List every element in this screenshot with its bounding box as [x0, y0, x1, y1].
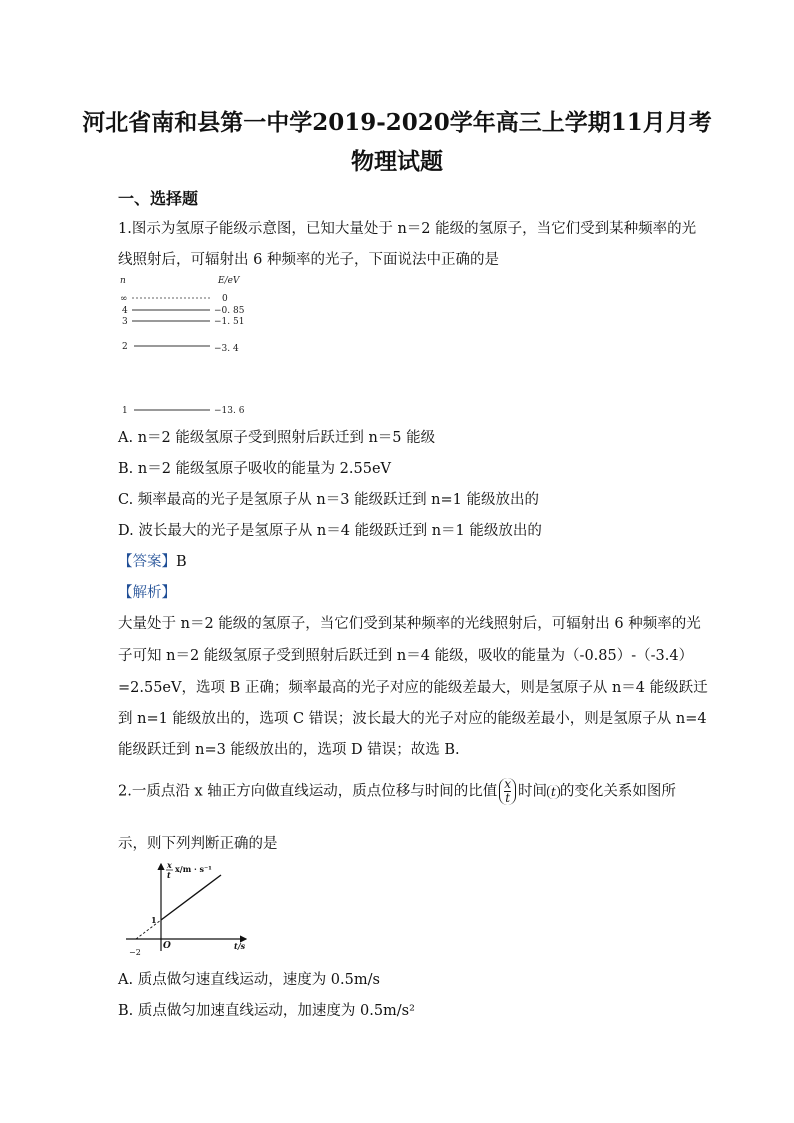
e-header: E/eV: [218, 276, 240, 286]
analysis-line-3: =2.55eV，选项 B 正确；频率最高的光子对应的能级差最大，则是氢原子从 n＝4 能级跃迁: [118, 680, 708, 696]
y-axis-label: x/m · s⁻¹: [175, 864, 212, 874]
q1-option-a: A. n＝2 能级氢原子受到照射后跃迁到 n＝5 能级: [118, 430, 436, 446]
q1-stem-line1: 1.图示为氢原子能级示意图，已知大量处于 n＝2 能级的氢原子，当它们受到某种频率的光: [118, 221, 697, 237]
y-label-num: x: [167, 860, 172, 870]
t-axis-label: t/s: [234, 941, 246, 951]
analysis-tag: 【解析】: [118, 585, 176, 601]
q1-option-b: B. n＝2 能级氢原子吸收的能量为 2.55eV: [118, 461, 391, 477]
frac-denominator: t: [505, 791, 511, 805]
level-n-2: 2: [122, 342, 128, 352]
q2-stem-line1: [118, 778, 676, 805]
level-e-4: −0. 85: [214, 306, 245, 316]
answer-tag: 【答案】: [118, 554, 176, 570]
analysis-line-5: 能级跃迁到 n=3 能级放出的，选项 D 错误；故选 B.: [118, 742, 460, 758]
q2-graph: [124, 858, 254, 958]
level-n-3: 3: [122, 317, 128, 327]
q2-stem-part2: 时间: [518, 783, 548, 800]
neg-tick-label: −2: [129, 948, 141, 957]
analysis-line-2: 子可知 n＝2 能级氢原子受到照射后跃迁到 n＝4 能级，吸收的能量为（-0.85）-（-3.4）: [118, 648, 694, 664]
level-e-2: −3. 4: [214, 344, 239, 354]
origin-label: O: [163, 941, 171, 951]
q1-stem-line2: 线照射后，可辐射出 6 种频率的光子，下面说法中正确的是: [118, 252, 499, 268]
q1-option-d: D. 波长最大的光子是氢原子从 n＝4 能级跃迁到 n＝1 能级放出的: [118, 523, 542, 539]
exam-subtitle: 物理试题: [351, 148, 443, 175]
level-n-1: 1: [122, 406, 128, 416]
intercept-label: 1: [151, 915, 157, 925]
analysis-line-4: 到 n=1 能级放出的，选项 C 错误；波长最大的光子对应的能级差最小，则是氢原子从 n=4: [118, 711, 707, 727]
frac-numerator: x: [504, 777, 512, 791]
q2-stem-part1: 2.一质点沿 x 轴正方向做直线运动，质点位移与时间的比值: [118, 783, 498, 800]
q2-stem-line2: 示，则下列判断正确的是: [118, 836, 278, 852]
level-n-inf: ∞: [120, 294, 128, 304]
q2-time-symbol: t: [547, 785, 560, 799]
n-header: n: [120, 276, 126, 286]
level-e-3: −1. 51: [214, 317, 245, 327]
section-heading: 一、选择题: [118, 189, 199, 208]
q2-ratio-fraction: [499, 778, 516, 805]
q2-option-b: B. 质点做匀加速直线运动，加速度为 0.5m/s²: [118, 1003, 415, 1019]
q1-answer: [118, 550, 187, 571]
q2-stem-part3: 的变化关系如图所: [559, 783, 676, 800]
extrapolated-line: [136, 920, 161, 939]
data-line: [161, 875, 221, 920]
exam-title: 河北省南和县第一中学2019-2020学年高三上学期11月月考: [82, 109, 712, 136]
level-e-inf: 0: [222, 294, 228, 304]
analysis-line-1: 大量处于 n＝2 能级的氢原子，当它们受到某种频率的光线照射后，可辐射出 6 种频率的光: [118, 616, 701, 632]
y-label-den: t: [167, 870, 171, 880]
energy-level-diagram: [118, 272, 258, 418]
q1-option-c: C. 频率最高的光子是氢原子从 n＝3 能级跃迁到 n=1 能级放出的: [118, 492, 540, 508]
level-n-4: 4: [122, 306, 128, 316]
level-e-1: −13. 6: [214, 406, 245, 416]
answer-value: B: [176, 554, 187, 570]
q2-option-a: A. 质点做匀速直线运动，速度为 0.5m/s: [118, 972, 380, 988]
